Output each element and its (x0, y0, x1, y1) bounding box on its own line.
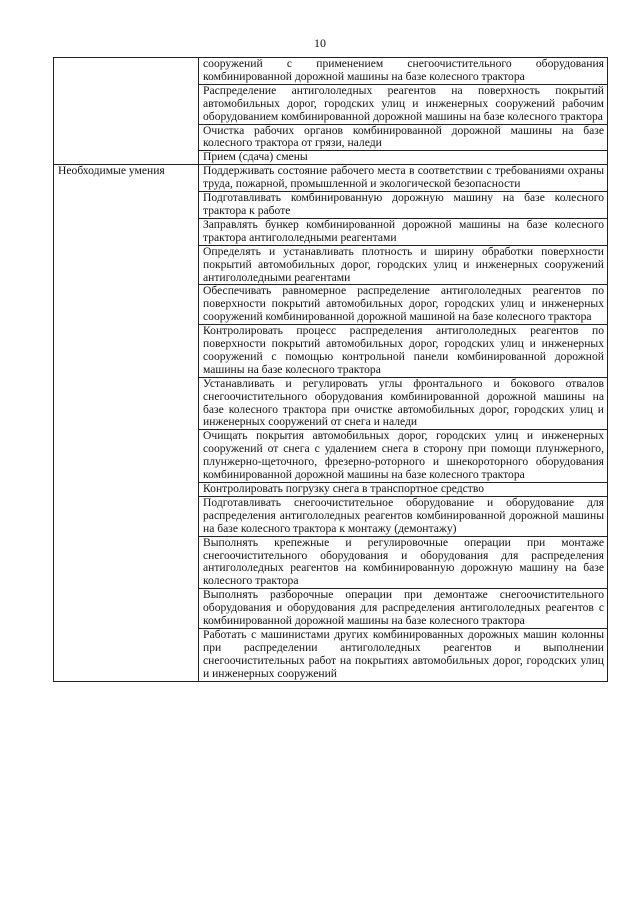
table-cell: Работать с машинистами других комбинированных дорожных машин колонны при распределении антигололедных реагентов и выполнении снегоочистительных работ на покрытиях автомобильных дорог, городских улиц и инженерных сооружений (199, 628, 608, 681)
group-label-skills: Необходимые умения (54, 165, 199, 681)
table-cell: Очистка рабочих органов комбинированной дорожной машины на базе колесного трактора от грязи, наледи (199, 124, 608, 151)
table-cell: Контролировать процесс распределения антигололедных реагентов по поверхности покрытий автомобильных дорог, городских улиц и инженерных сооружений с помощью контрольной панели комбинированной дорожной машины на базе колесного трактора (199, 325, 608, 378)
group-label-empty (54, 58, 199, 165)
table-cell: Выполнять разборочные операции при демонтаже снегоочистительного оборудования и оборудования для распределения антигололедных реагентов с комбинированной дорожной машины на базе колесного трактора (199, 589, 608, 629)
table-cell: Определять и устанавливать плотность и ширину обработки поверхности покрытий автомобильных дорог, городских улиц и инженерных сооружений антигололедными реагентами (199, 245, 608, 285)
table-cell: Подготавливать снегоочистительное оборудование и оборудование для распределения антигололедных реагентов комбинированной дорожной машины на базе колесного трактора к монтажу (демонтажу) (199, 496, 608, 536)
table-cell: Обеспечивать равномерное распределение антигололедных реагентов по поверхности покрытий автомобильных дорог, городских улиц и инженерных сооружений комбинированной дорожной машиной на базе колесного трактора (199, 285, 608, 325)
table-cell: Подготавливать комбинированную дорожную машину на базе колесного трактора к работе (199, 192, 608, 219)
page-number: 10 (314, 36, 326, 50)
table-cell: Контролировать погрузку снега в транспортное средство (199, 483, 608, 497)
table-cell: Поддерживать состояние рабочего места в соответствии с требованиями охраны труда, пожарной, промышленной и экологической безопасности (199, 165, 608, 192)
table-cell: Выполнять крепежные и регулировочные операции при монтаже снегоочистительного оборудования и оборудования для распределения антигололедных реагентов на комбинированную дорожную машину на базе колесного трактора (199, 536, 608, 589)
table-cell: Очищать покрытия автомобильных дорог, городских улиц и инженерных сооружений от снега с удалением снега в сторону при помощи плунжерного, плунжерно-щеточного, фрезерно-роторного и шнекороторного оборудования комбинированной дорожной машины на базе колесного трактора (199, 430, 608, 483)
table-row (54, 165, 608, 192)
table-row (54, 58, 608, 85)
table-cell: сооружений с применением снегоочистительного оборудования комбинированной дорожной машины на базе колесного трактора (199, 58, 608, 85)
table-cell: Устанавливать и регулировать углы фронтального и бокового отвалов снегоочистительного оборудования комбинированной дорожной машины на базе колесного трактора при очистке автомобильных дорог, городских улиц и инженерных сооружений от снега и наледи (199, 377, 608, 430)
table-cell: Распределение антигололедных реагентов на поверхность покрытий автомобильных дорог, городских улиц и инженерных сооружений рабочим оборудованием комбинированной дорожной машины на базе колесного трактора (199, 84, 608, 124)
table-cell: Заправлять бункер комбинированной дорожной машины на базе колесного трактора антигололедными реагентами (199, 218, 608, 245)
table-cell: Прием (сдача) смены (199, 151, 608, 165)
skills-table (53, 57, 608, 682)
